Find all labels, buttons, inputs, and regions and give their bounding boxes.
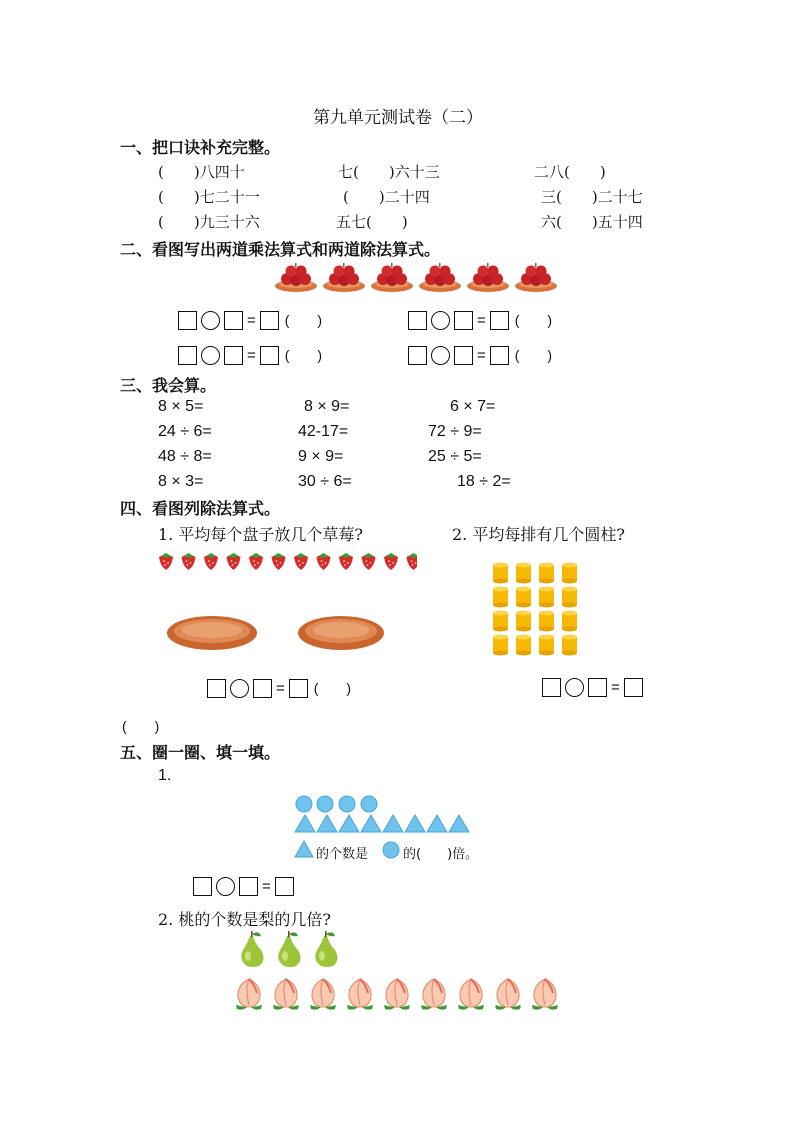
calc-problem[interactable]: 72 ÷ 9= (428, 423, 482, 440)
s1-item: ( )七二十一 (158, 188, 260, 206)
equation-template[interactable] (207, 678, 351, 698)
triangle-icon (294, 840, 314, 858)
circles-triangles-image (294, 795, 474, 835)
answer-box[interactable] (408, 346, 427, 365)
section-1-heading: 一、把口诀补充完整。 (120, 138, 281, 157)
equals-sign: = (247, 346, 256, 364)
calc-problem[interactable]: 9 × 9= (298, 448, 344, 465)
s1-item: ( )二十四 (343, 188, 430, 206)
answer-box[interactable] (193, 877, 212, 896)
answer-box[interactable] (239, 877, 258, 896)
cylinders-image (491, 561, 583, 657)
calc-problem[interactable]: 8 × 3= (158, 473, 204, 490)
answer-box[interactable] (260, 346, 279, 365)
equation-template[interactable] (408, 310, 552, 330)
calc-problem[interactable]: 8 × 9= (304, 398, 350, 415)
s1-item: ( )八四十 (158, 163, 245, 181)
answer-box[interactable] (624, 678, 643, 697)
answer-box[interactable] (178, 311, 197, 330)
calc-problem[interactable]: 48 ÷ 8= (158, 448, 212, 465)
s1-item: 五七( ) (336, 213, 408, 231)
equation-template[interactable] (193, 877, 294, 896)
question-2: 2. 桃的个数是梨的几倍? (158, 910, 331, 929)
question-1-label: 1. (158, 767, 172, 784)
operator-circle[interactable] (431, 311, 450, 330)
equals-sign: = (477, 346, 486, 364)
s1-item: 三( )二十七 (541, 188, 643, 206)
answer-box[interactable] (490, 311, 509, 330)
operator-circle[interactable] (201, 346, 220, 365)
page-title: 第九单元测试卷（二） (313, 108, 483, 128)
peaches-image (233, 975, 563, 1013)
unit-blank[interactable]: ( ) (122, 718, 160, 734)
section-3-heading: 三、我会算。 (120, 376, 217, 395)
equals-sign: = (247, 311, 256, 329)
ratio-text-b[interactable]: 的( )倍。 (403, 847, 479, 862)
answer-box[interactable] (275, 877, 294, 896)
calc-problem[interactable]: 25 ÷ 5= (428, 448, 482, 465)
section-4-heading: 四、看图列除法算式。 (120, 499, 281, 518)
equation-template[interactable] (178, 310, 322, 330)
s1-item: ( )九三十六 (158, 213, 260, 231)
calc-problem[interactable]: 6 × 7= (450, 398, 496, 415)
strawberries-image (157, 551, 417, 571)
pears-image (235, 930, 339, 970)
unit-blank[interactable]: ( ) (313, 680, 352, 696)
answer-box[interactable] (542, 678, 561, 697)
unit-blank[interactable]: ( ) (284, 347, 323, 363)
answer-box[interactable] (224, 346, 243, 365)
question-1: 1. 平均每个盘子放几个草莓? (158, 525, 363, 544)
operator-circle[interactable] (565, 678, 584, 697)
calc-problem[interactable]: 8 × 5= (158, 398, 204, 415)
unit-blank[interactable]: ( ) (514, 312, 553, 328)
ratio-text-a: 的个数是 (316, 847, 369, 862)
answer-box[interactable] (454, 346, 473, 365)
equation-template[interactable] (542, 678, 643, 697)
equation-template[interactable] (408, 345, 552, 365)
plate-icon (296, 611, 386, 653)
operator-circle[interactable] (201, 311, 220, 330)
s1-item: 二八( ) (534, 163, 606, 181)
answer-box[interactable] (454, 311, 473, 330)
answer-box[interactable] (408, 311, 427, 330)
section-2-heading: 二、看图写出两道乘法算式和两道除法算式。 (120, 240, 441, 259)
circle-icon (382, 841, 400, 859)
unit-blank[interactable]: ( ) (284, 312, 323, 328)
calc-problem[interactable]: 30 ÷ 6= (298, 473, 352, 490)
plate-icon (165, 611, 259, 653)
unit-blank[interactable]: ( ) (514, 347, 553, 363)
answer-box[interactable] (260, 311, 279, 330)
answer-box[interactable] (224, 311, 243, 330)
equals-sign: = (262, 878, 271, 895)
answer-box[interactable] (207, 679, 226, 698)
calc-problem[interactable]: 24 ÷ 6= (158, 423, 212, 440)
operator-circle[interactable] (431, 346, 450, 365)
equation-template[interactable] (178, 345, 322, 365)
answer-box[interactable] (588, 678, 607, 697)
question-2: 2. 平均每排有几个圆柱? (452, 525, 625, 544)
apple-plates-image (274, 259, 560, 295)
equals-sign: = (276, 679, 285, 697)
s1-item: 七( )六十三 (338, 163, 440, 181)
operator-circle[interactable] (230, 679, 249, 698)
s1-item: 六( )五十四 (541, 213, 643, 231)
answer-box[interactable] (289, 679, 308, 698)
equals-sign: = (611, 679, 620, 696)
section-5-heading: 五、圈一圈、填一填。 (120, 743, 281, 762)
answer-box[interactable] (490, 346, 509, 365)
equals-sign: = (477, 311, 486, 329)
operator-circle[interactable] (216, 877, 235, 896)
answer-box[interactable] (178, 346, 197, 365)
answer-box[interactable] (253, 679, 272, 698)
calc-problem[interactable]: 42-17= (298, 423, 349, 440)
calc-problem[interactable]: 18 ÷ 2= (457, 473, 511, 490)
